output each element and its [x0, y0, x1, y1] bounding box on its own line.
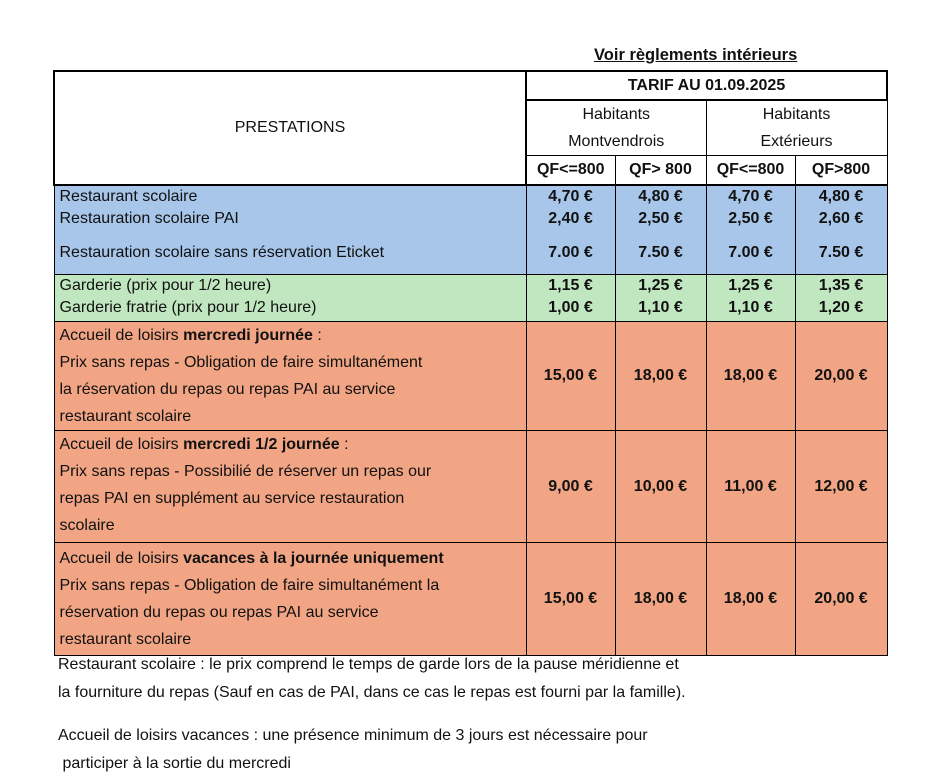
accueil-demi-price-1: 9,00 € — [526, 431, 615, 543]
restauration-labels: Restaurant scolaire Restauration scolaire PAI Restauration scolaire sans réservation Eticket — [54, 185, 526, 275]
accueil-journee-desc: Accueil de loisirs mercredi journée : Prix sans repas - Obligation de faire simultanément la réservation du repas ou repas PAI au service restaurant scolaire — [54, 322, 526, 431]
qf-header-3: QF<=800 — [706, 156, 795, 185]
garderie-prices-4: 1,35 € 1,20 € — [795, 275, 887, 322]
note-restaurant-line1: Restaurant scolaire : le prix comprend le temps de garde lors de la pause méridienne et — [58, 656, 679, 673]
garderie-prices-1: 1,15 € 1,00 € — [526, 275, 615, 322]
accueil-vacances-price-3: 18,00 € — [706, 543, 795, 656]
prestations-header: PRESTATIONS — [54, 71, 526, 185]
accueil-demi-row — [54, 431, 887, 543]
accueil-vacances-desc: Accueil de loisirs vacances à la journée uniquement Prix sans repas - Obligation de faire simultanément la réservation du repas ou repas PAI au service restaurant scolaire — [54, 543, 526, 656]
garderie-prices-3: 1,25 € 1,10 € — [706, 275, 795, 322]
restauration-prices-4: 4,80 € 2,60 € 7.50 € — [795, 185, 887, 275]
accueil-vacances-price-4: 20,00 € — [795, 543, 887, 656]
qf-header-1: QF<=800 — [526, 156, 615, 185]
note-restaurant-line2: la fourniture du repas (Sauf en cas de PAI, dans ce cas le repas est fourni par la famille). — [58, 684, 686, 701]
garderie-labels: Garderie (prix pour 1/2 heure) Garderie fratrie (prix pour 1/2 heure) — [54, 275, 526, 322]
accueil-demi-price-2: 10,00 € — [615, 431, 706, 543]
garderie-row — [54, 275, 887, 322]
note-vacances-line2: participer à la sortie du mercredi — [58, 755, 291, 772]
accueil-journee-row — [54, 322, 887, 431]
restauration-prices-1: 4,70 € 2,40 € 7.00 € — [526, 185, 615, 275]
accueil-vacances-price-1: 15,00 € — [526, 543, 615, 656]
note-vacances-line1: Accueil de loisirs vacances : une présence minimum de 3 jours est nécessaire pour — [58, 727, 648, 744]
restauration-prices-2: 4,80 € 2,50 € 7.50 € — [615, 185, 706, 275]
tarifs-table — [53, 70, 888, 656]
accueil-journee-price-1: 15,00 € — [526, 322, 615, 431]
qf-header-2: QF> 800 — [615, 156, 706, 185]
garderie-prices-2: 1,25 € 1,10 € — [615, 275, 706, 322]
accueil-journee-price-4: 20,00 € — [795, 322, 887, 431]
accueil-vacances-row — [54, 543, 887, 656]
accueil-demi-price-4: 12,00 € — [795, 431, 887, 543]
accueil-journee-price-2: 18,00 € — [615, 322, 706, 431]
group-exterieurs-header: Habitants Extérieurs — [706, 100, 887, 156]
qf-header-4: QF>800 — [795, 156, 887, 185]
restauration-row — [54, 185, 887, 275]
reglements-link[interactable]: Voir règlements intérieurs — [594, 46, 798, 64]
tarif-header: TARIF AU 01.09.2025 — [526, 71, 887, 100]
accueil-vacances-price-2: 18,00 € — [615, 543, 706, 656]
accueil-journee-price-3: 18,00 € — [706, 322, 795, 431]
group-montvendrois-header: Habitants Montvendrois — [526, 100, 706, 156]
accueil-demi-desc: Accueil de loisirs mercredi 1/2 journée : Prix sans repas - Possibilié de réserver un repas our repas PAI en supplément au service restauration scolaire — [54, 431, 526, 543]
accueil-demi-price-3: 11,00 € — [706, 431, 795, 543]
restauration-prices-3: 4,70 € 2,50 € 7.00 € — [706, 185, 795, 275]
